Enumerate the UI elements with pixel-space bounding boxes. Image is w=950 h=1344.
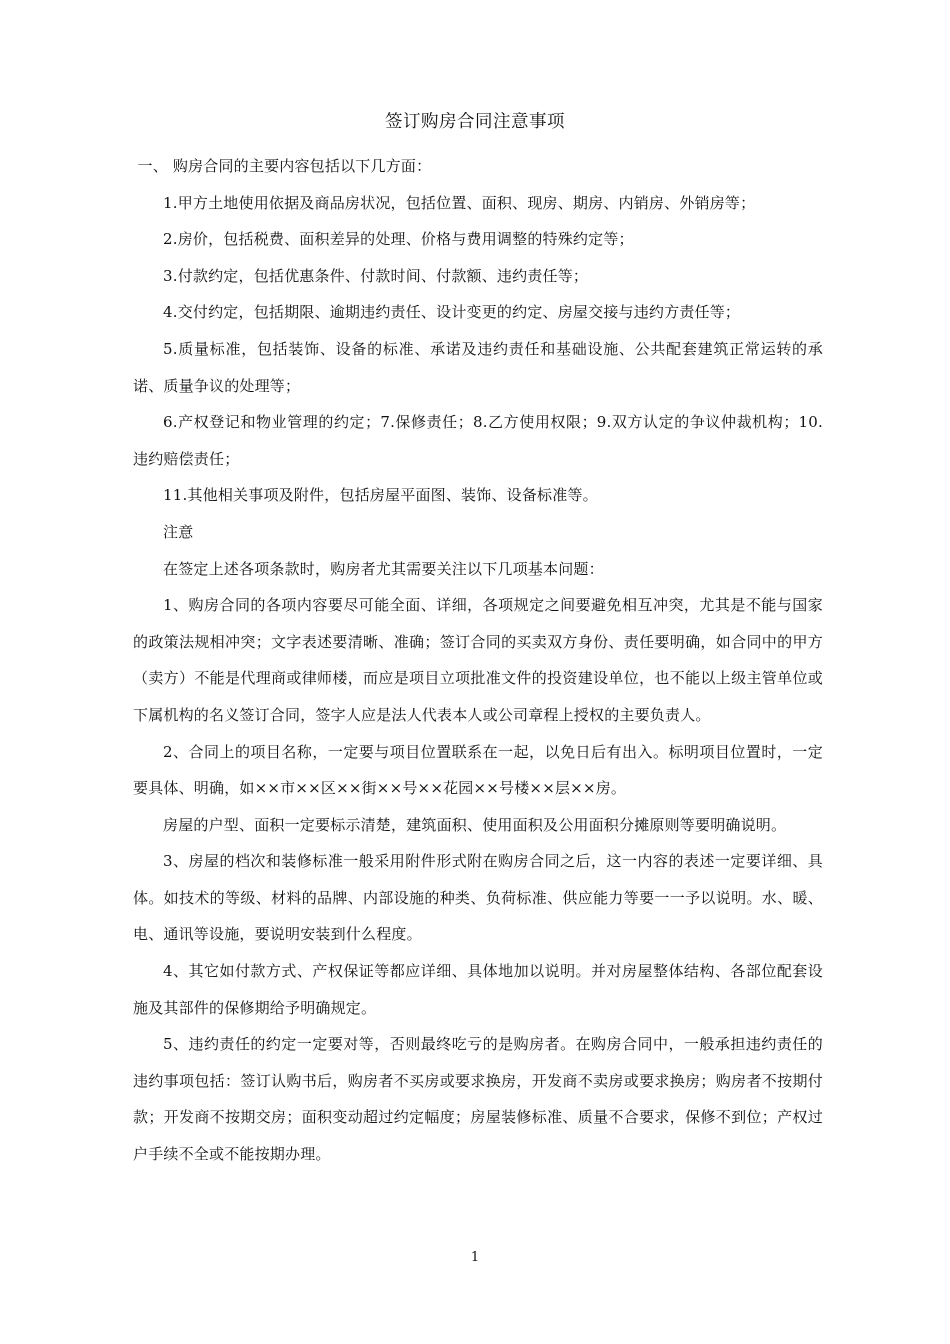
contract-item-5: 5.质量标准，包括装饰、设备的标准、承诺及违约责任和基础设施、公共配套建筑正常运转的承诺、质量争议的处理等；: [133, 339, 823, 395]
note-5: 5、违约责任的约定一定要对等，否则最终吃亏的是购房者。在购房合同中，一般承担违约责任的违约事项包括：签订认购书后，购房者不买房或要求换房，开发商不卖房或要求换房；购房者不按期付款；开发商不按期交房；面积变动超过约定幅度；房屋装修标准、质量不合要求，保修不到位；产权过户手续不全或不能按期办理。: [133, 1035, 823, 1164]
note-intro: 在签定上述各项条款时，购房者尤其需要关注以下几项基本问题：: [163, 559, 604, 578]
section-heading: 一、 购房合同的主要内容包括以下几方面：: [137, 157, 432, 175]
contract-item-3: 3.付款约定，包括优惠条件、付款时间、付款额、违约责任等；: [163, 266, 589, 285]
contract-item-6: 6.产权登记和物业管理的约定；7.保修责任；8.乙方使用权限；9.双方认定的争议仲裁机构；10.违约赔偿责任；: [133, 413, 823, 468]
document-title: 签订购房合同注意事项: [385, 112, 565, 132]
contract-item-1: 1.甲方土地使用依据及商品房状况，包括位置、面积、现房、期房、内销房、外销房等；: [163, 193, 756, 212]
note-label: 注意: [163, 522, 194, 541]
note-1: 1、购房合同的各项内容要尽可能全面、详细，各项规定之间要避免相互冲突，尤其是不能与国家的政策法规相冲突；文字表述要清晰、准确；签订合同的买卖双方身份、责任要明确，如合同中的甲方（卖方）不能是代理商或律师楼，而应是项目立项批准文件的投资建设单位，也不能以上级主管单位或下属机构的名义签订合同，签字人应是法人代表本人或公司章程上授权的主要负责人。: [133, 596, 823, 724]
note-4: 4、其它如付款方式、产权保证等都应详细、具体地加以说明。并对房屋整体结构、各部位配套设施及其部件的保修期给予明确规定。: [133, 962, 823, 1017]
note-3: 3、房屋的档次和装修标准一般采用附件形式附在购房合同之后，这一内容的表述一定要详细、具体。如技术的等级、材料的品牌、内部设施的种类、负荷标准、供应能力等要一一予以说明。水、暖、电、通讯等设施，要说明安装到什么程度。: [133, 852, 823, 944]
contract-item-11: 11.其他相关事项及附件，包括房屋平面图、装饰、设备标准等。: [163, 486, 598, 505]
page-number: 1: [470, 1250, 480, 1265]
contract-item-2: 2.房价，包括税费、面积差异的处理、价格与费用调整的特殊约定等；: [163, 230, 634, 249]
note-2-extra: 房屋的户型、面积一定要标示清楚，建筑面积、使用面积及公用面积分摊原则等要明确说明。: [163, 815, 787, 834]
contract-item-4: 4.交付约定，包括期限、逾期违约责任、设计变更的约定、房屋交接与违约方责任等；: [163, 303, 741, 322]
note-2: 2、合同上的项目名称，一定要与项目位置联系在一起，以免日后有出入。标明项目位置时，一定要具体、明确，如××市××区××街××号××花园××号楼××层××房。: [133, 742, 823, 798]
document-body: [133, 148, 823, 1173]
